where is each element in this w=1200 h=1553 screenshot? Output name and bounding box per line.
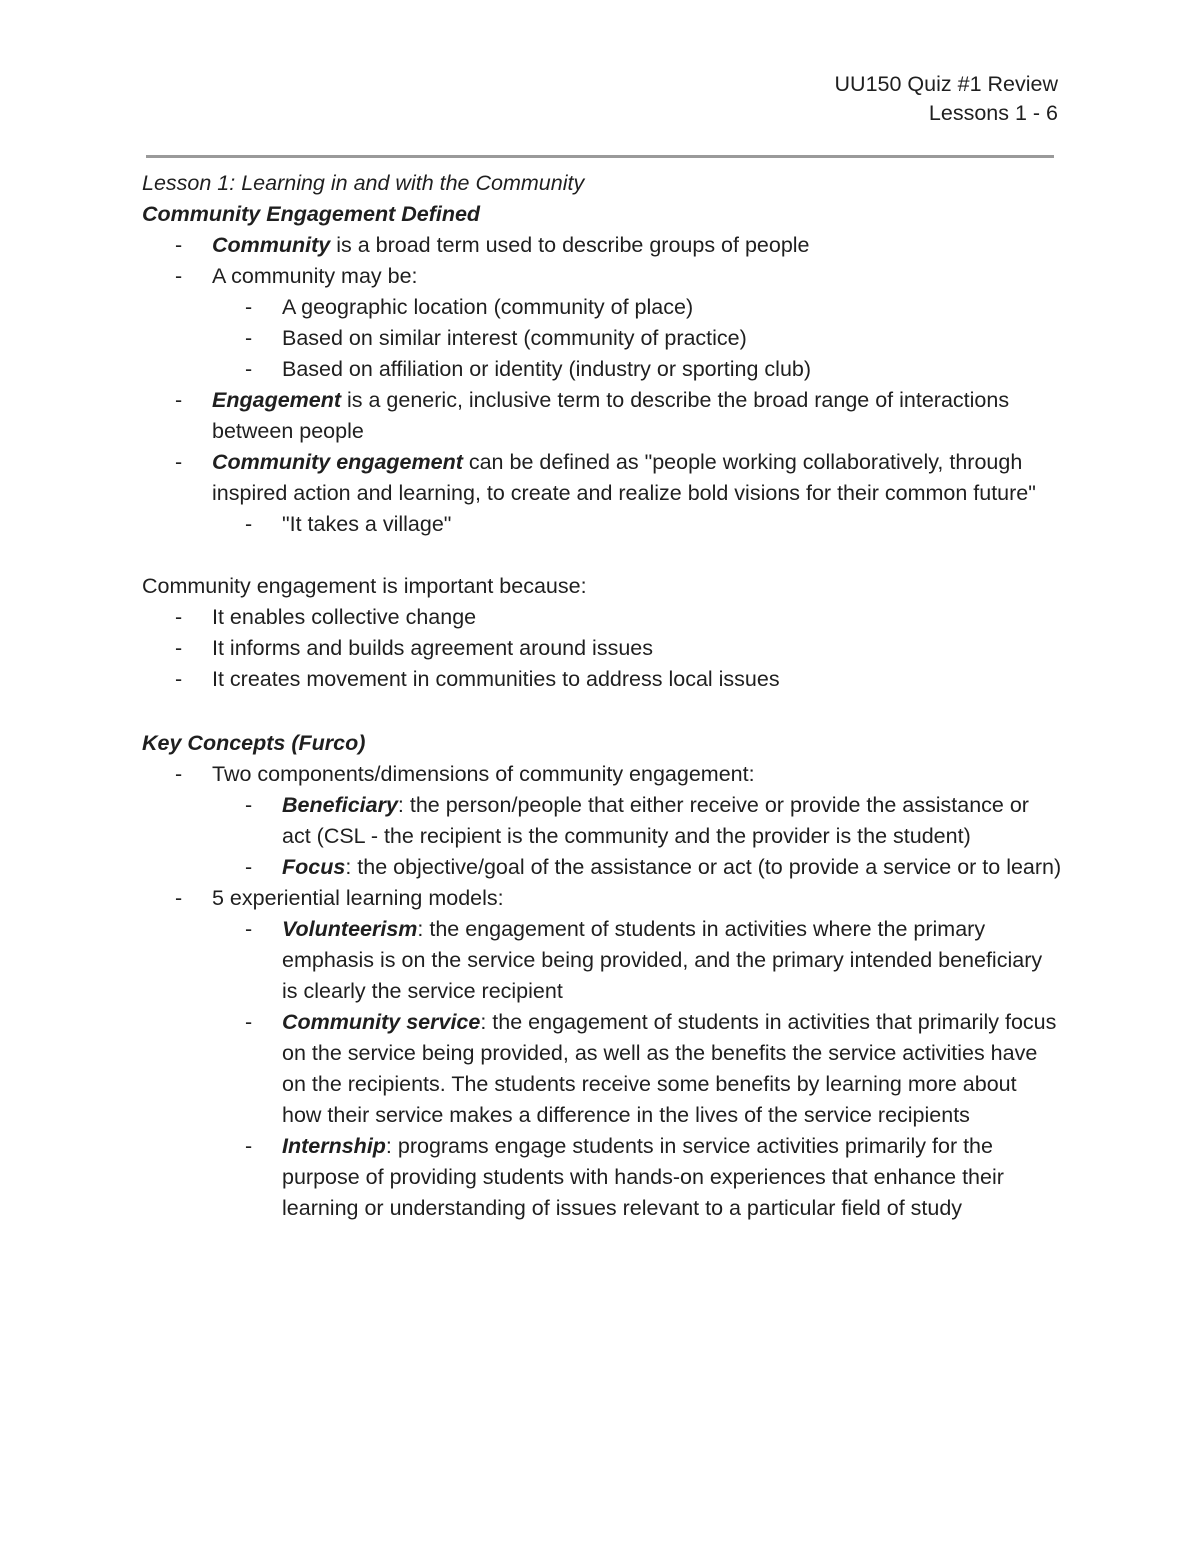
- definition: is a broad term used to describe groups of people: [330, 233, 810, 257]
- term: Internship: [282, 1134, 386, 1158]
- sub-list-item: - A geographic location (community of place): [212, 292, 1062, 323]
- sub-list-item: [212, 914, 1062, 1007]
- definition: : the objective/goal of the assistance or act (to provide a service or to learn): [345, 855, 1062, 879]
- list-item: - It informs and builds agreement around issues: [142, 633, 1062, 664]
- list-item: [142, 261, 1062, 385]
- sub-list: [212, 790, 1062, 883]
- importance-intro: Community engagement is important because:: [142, 574, 587, 598]
- sub-list-item: [212, 852, 1062, 883]
- section-heading-community-engagement: Community Engagement Defined: [142, 202, 481, 226]
- term: Engagement: [212, 388, 342, 412]
- section-heading-key-concepts: Key Concepts (Furco): [142, 731, 366, 755]
- term: Community: [212, 233, 331, 257]
- sub-list-item: [212, 1007, 1062, 1131]
- list-text: A community may be:: [212, 264, 418, 288]
- term: Volunteerism: [282, 917, 418, 941]
- sub-list: [212, 914, 1062, 1224]
- definition: can be defined as "people working collaboratively, through inspired action and learning, to create and realize bold visions for their common future": [212, 450, 1036, 505]
- document-body: [142, 168, 1062, 1224]
- list-item: - It creates movement in communities to address local issues: [142, 664, 1062, 695]
- sub-list: [212, 509, 1062, 540]
- list-item: - It enables collective change: [142, 602, 1062, 633]
- definition: : programs engage students in service activities primarily for the purpose of providing students with hands-on experiences that enhance their learning or understanding of issues relevant to a particular field of study: [282, 1134, 1004, 1220]
- list-text: 5 experiential learning models:: [212, 886, 504, 910]
- list-text: Two components/dimensions of community engagement:: [212, 762, 755, 786]
- term: Beneficiary: [282, 793, 398, 817]
- header-title: UU150 Quiz #1 Review: [834, 72, 1058, 96]
- definition: : the person/people that either receive or provide the assistance or act (CSL - the recipient is the community and the provider is the student): [282, 793, 1029, 848]
- page-header: [835, 70, 1058, 128]
- importance-list: [142, 602, 1062, 695]
- spacer: [142, 695, 1062, 728]
- sub-list-item: [212, 790, 1062, 852]
- horizontal-rule: [146, 155, 1054, 158]
- sub-list-item: [212, 1131, 1062, 1224]
- sub-list: [212, 292, 1062, 385]
- list-item: [142, 230, 1062, 261]
- list-item: [142, 759, 1062, 883]
- definition: : the engagement of students in activities that primarily focus on the service being provided, as well as the benefits the service activities have on the recipients. The students receive some benefits by learning more about how their service makes a difference in the lives of the service recipients: [282, 1010, 1057, 1127]
- key-concepts-list: [142, 759, 1062, 1224]
- definition: is a generic, inclusive term to describe the broad range of interactions between people: [212, 388, 1010, 443]
- sub-list-item: - "It takes a village": [212, 509, 1062, 540]
- list-item: [142, 883, 1062, 1224]
- sub-list-item: - Based on similar interest (community of practice): [212, 323, 1062, 354]
- header-subtitle: Lessons 1 - 6: [928, 101, 1058, 125]
- sub-list-item: - Based on affiliation or identity (industry or sporting club): [212, 354, 1062, 385]
- term: Community service: [282, 1010, 481, 1034]
- spacer: [142, 540, 1062, 571]
- term: Focus: [282, 855, 346, 879]
- definitions-list: [142, 230, 1062, 540]
- list-item: [142, 385, 1062, 447]
- definition: : the engagement of students in activities where the primary emphasis is on the service being provided, and the primary intended beneficiary is clearly the service recipient: [282, 917, 1043, 1003]
- lesson-title: Lesson 1: Learning in and with the Community: [142, 171, 585, 195]
- list-item: [142, 447, 1062, 540]
- term: Community engagement: [212, 450, 463, 474]
